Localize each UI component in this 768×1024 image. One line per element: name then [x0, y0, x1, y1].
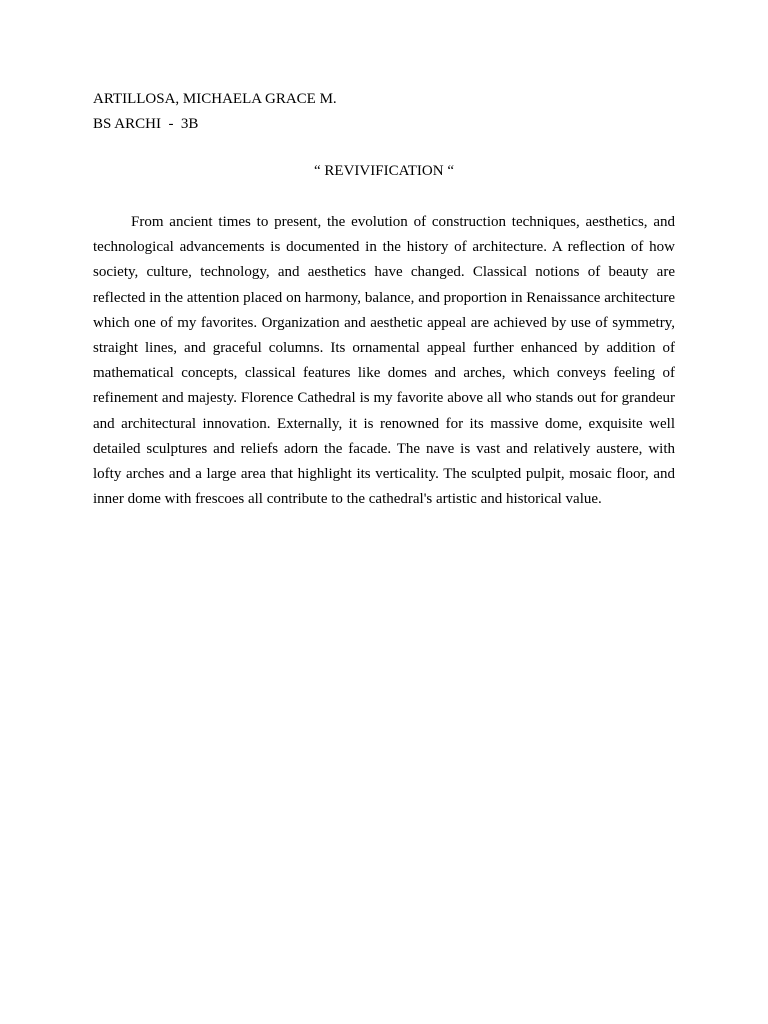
document-title: “ REVIVIFICATION “	[314, 163, 454, 179]
document-header	[93, 87, 675, 137]
author-name: ARTILLOSA, MICHAELA GRACE M.	[93, 91, 337, 107]
body-paragraph: From ancient times to present, the evolution of construction techniques, aesthetics, and technological advancements is documented in the history of architecture. A reflection of how society, culture, technology, and aesthetics have changed. Classical notions of beauty are reflected in the attention placed on harmony, balance, and proportion in Renaissance architecture which one of my favorites. Organization and aesthetic appeal are achieved by use of symmetry, straight lines, and graceful columns. Its ornamental appeal further enhanced by addition of mathematical concepts, classical features like domes and arches, which conveys feeling of refinement and majesty. Florence Cathedral is my favorite above all who stands out for grandeur and architectural innovation. Externally, it is renowned for its massive dome, exquisite well detailed sculptures and reliefs adorn the facade. The nave is vast and relatively austere, with lofty arches and a large area that highlight its verticality. The sculpted pulpit, mosaic floor, and inner dome with frescoes all contribute to the cathedral's artistic and historical value.	[93, 214, 675, 508]
course-section: BS ARCHI - 3B	[93, 116, 199, 132]
